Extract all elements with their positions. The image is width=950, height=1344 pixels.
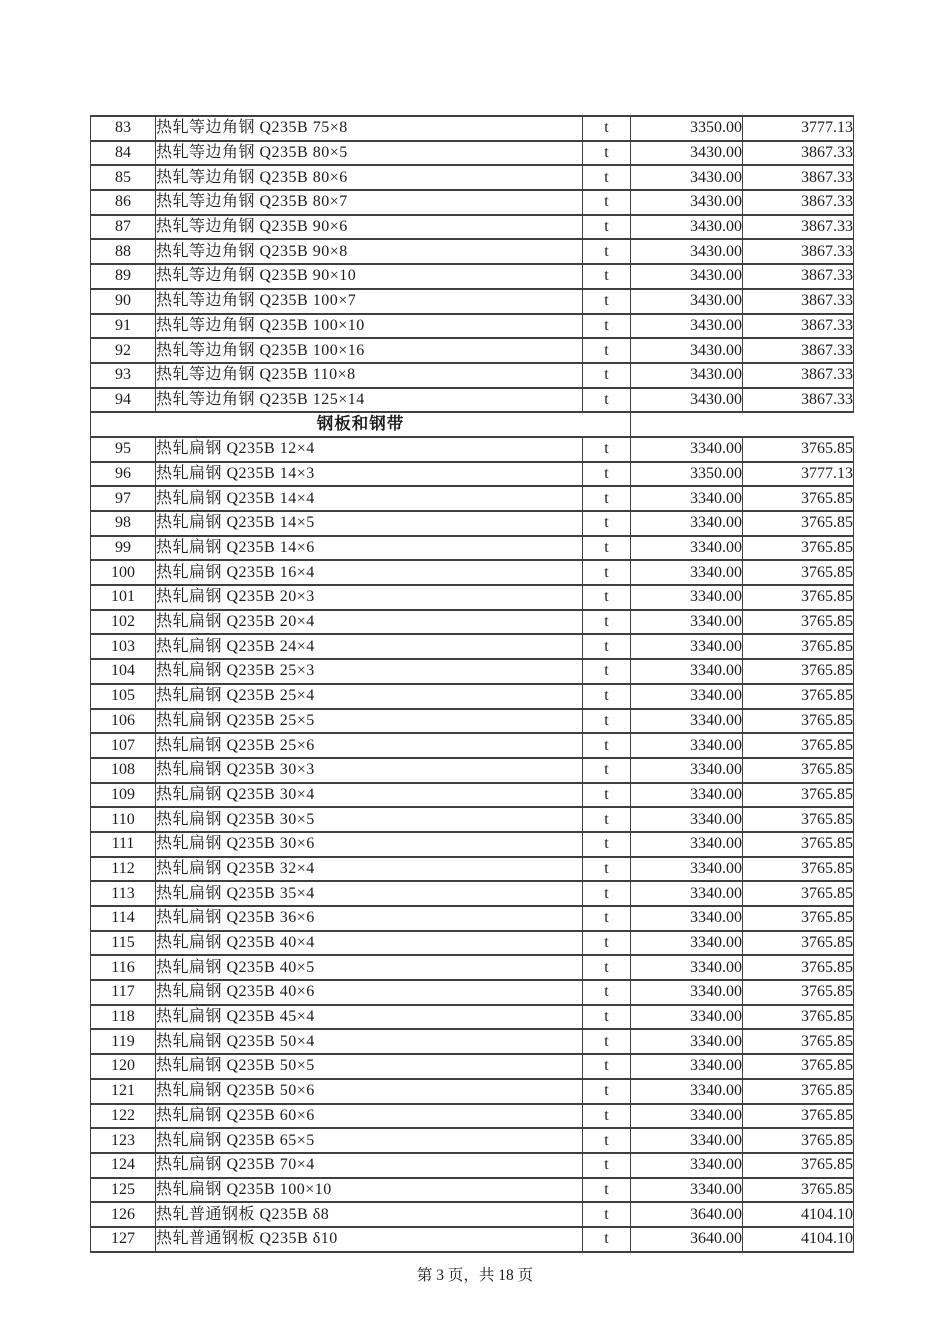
unit-cell: t [583,314,631,339]
table-row [91,1029,854,1054]
row-number-cell: 116 [91,955,156,980]
price-cell: 3340.00 [631,610,743,635]
table-row [91,1104,854,1129]
table-row [91,289,854,314]
unit-cell: t [583,1054,631,1079]
unit-cell: t [583,857,631,882]
table-row [91,388,854,413]
row-number-cell: 89 [91,264,156,289]
table-row [91,338,854,363]
row-number-cell: 120 [91,1054,156,1079]
item-name-cell: 热轧扁钢 Q235B 14×5 [156,511,583,536]
unit-cell: t [583,289,631,314]
item-name-cell: 热轧扁钢 Q235B 16×4 [156,560,583,585]
unit-cell: t [583,264,631,289]
unit-cell: t [583,363,631,388]
table-row [91,363,854,388]
price-cell: 3340.00 [631,783,743,808]
price-with-tax-cell: 3867.33 [743,264,854,289]
unit-cell: t [583,881,631,906]
page-number-footer: 第 3 页，共 18 页 [416,1267,534,1284]
table-row [91,314,854,339]
section-empty-cell [631,412,854,437]
price-cell: 3350.00 [631,116,743,141]
row-number-cell: 123 [91,1128,156,1153]
item-name-cell: 热轧扁钢 Q235B 50×5 [156,1054,583,1079]
row-number-cell: 95 [91,437,156,462]
table-row [91,931,854,956]
item-name-cell: 热轧等边角钢 Q235B 100×16 [156,338,583,363]
row-number-cell: 85 [91,165,156,190]
row-number-cell: 107 [91,733,156,758]
price-with-tax-cell: 3867.33 [743,388,854,413]
unit-cell: t [583,511,631,536]
price-cell: 3340.00 [631,536,743,561]
price-cell: 3340.00 [631,931,743,956]
item-name-cell: 热轧扁钢 Q235B 50×6 [156,1079,583,1104]
price-cell: 3430.00 [631,363,743,388]
row-number-cell: 86 [91,190,156,215]
unit-cell: t [583,141,631,166]
price-cell: 3340.00 [631,1054,743,1079]
unit-cell: t [583,1202,631,1227]
table-row [91,807,854,832]
price-cell: 3340.00 [631,659,743,684]
unit-cell: t [583,610,631,635]
price-with-tax-cell: 3765.85 [743,783,854,808]
table-row [91,141,854,166]
price-cell: 3430.00 [631,190,743,215]
unit-cell: t [583,733,631,758]
row-number-cell: 105 [91,684,156,709]
row-number-cell: 97 [91,486,156,511]
price-cell: 3340.00 [631,980,743,1005]
price-cell: 3340.00 [631,1005,743,1030]
table-row [91,560,854,585]
price-with-tax-cell: 4104.10 [743,1202,854,1227]
price-with-tax-cell: 3765.85 [743,610,854,635]
price-with-tax-cell: 3867.33 [743,215,854,240]
item-name-cell: 热轧扁钢 Q235B 36×6 [156,906,583,931]
item-name-cell: 热轧扁钢 Q235B 20×4 [156,610,583,635]
price-cell: 3340.00 [631,955,743,980]
row-number-cell: 121 [91,1079,156,1104]
item-name-cell: 热轧扁钢 Q235B 65×5 [156,1128,583,1153]
table-row [91,239,854,264]
unit-cell: t [583,165,631,190]
unit-cell: t [583,215,631,240]
item-name-cell: 热轧扁钢 Q235B 25×3 [156,659,583,684]
table-row [91,1153,854,1178]
unit-cell: t [583,585,631,610]
unit-cell: t [583,116,631,141]
price-with-tax-cell: 3765.85 [743,906,854,931]
row-number-cell: 109 [91,783,156,808]
unit-cell: t [583,1128,631,1153]
row-number-cell: 96 [91,462,156,487]
table-row [91,906,854,931]
price-with-tax-cell: 3867.33 [743,314,854,339]
item-name-cell: 热轧等边角钢 Q235B 90×6 [156,215,583,240]
unit-cell: t [583,560,631,585]
unit-cell: t [583,388,631,413]
price-with-tax-cell: 3765.85 [743,955,854,980]
table-row [91,634,854,659]
price-with-tax-cell: 3765.85 [743,857,854,882]
price-cell: 3340.00 [631,881,743,906]
price-cell: 3340.00 [631,1079,743,1104]
item-name-cell: 热轧扁钢 Q235B 35×4 [156,881,583,906]
price-with-tax-cell: 4104.10 [743,1227,854,1252]
item-name-cell: 热轧扁钢 Q235B 45×4 [156,1005,583,1030]
item-name-cell: 热轧等边角钢 Q235B 80×6 [156,165,583,190]
price-with-tax-cell: 3765.85 [743,486,854,511]
row-number-cell: 114 [91,906,156,931]
row-number-cell: 111 [91,832,156,857]
price-with-tax-cell: 3765.85 [743,1104,854,1129]
item-name-cell: 热轧普通钢板 Q235B δ8 [156,1202,583,1227]
item-name-cell: 热轧扁钢 Q235B 25×5 [156,709,583,734]
unit-cell: t [583,437,631,462]
price-with-tax-cell: 3765.85 [743,659,854,684]
price-with-tax-cell: 3765.85 [743,1029,854,1054]
price-cell: 3430.00 [631,314,743,339]
item-name-cell: 热轧等边角钢 Q235B 110×8 [156,363,583,388]
table-row [91,585,854,610]
row-number-cell: 125 [91,1178,156,1203]
table-row [91,980,854,1005]
price-with-tax-cell: 3765.85 [743,511,854,536]
price-cell: 3340.00 [631,1029,743,1054]
table-row [91,437,854,462]
row-number-cell: 115 [91,931,156,956]
table-row [91,610,854,635]
item-name-cell: 热轧等边角钢 Q235B 80×7 [156,190,583,215]
unit-cell: t [583,486,631,511]
unit-cell: t [583,783,631,808]
price-with-tax-cell: 3765.85 [743,585,854,610]
row-number-cell: 104 [91,659,156,684]
row-number-cell: 113 [91,881,156,906]
table-row [91,486,854,511]
item-name-cell: 热轧扁钢 Q235B 30×4 [156,783,583,808]
price-cell: 3340.00 [631,1128,743,1153]
item-name-cell: 热轧扁钢 Q235B 50×4 [156,1029,583,1054]
table-row [91,462,854,487]
price-with-tax-cell: 3765.85 [743,881,854,906]
price-cell: 3340.00 [631,807,743,832]
price-with-tax-cell: 3765.85 [743,560,854,585]
price-with-tax-cell: 3765.85 [743,634,854,659]
table-row [91,733,854,758]
unit-cell: t [583,980,631,1005]
unit-cell: t [583,1079,631,1104]
row-number-cell: 99 [91,536,156,561]
unit-cell: t [583,239,631,264]
item-name-cell: 热轧等边角钢 Q235B 125×14 [156,388,583,413]
unit-cell: t [583,190,631,215]
item-name-cell: 热轧扁钢 Q235B 25×4 [156,684,583,709]
row-number-cell: 94 [91,388,156,413]
unit-cell: t [583,1153,631,1178]
section-title-cell: 钢板和钢带 [91,412,631,437]
row-number-cell: 91 [91,314,156,339]
price-cell: 3340.00 [631,709,743,734]
price-with-tax-cell: 3765.85 [743,536,854,561]
price-with-tax-cell: 3765.85 [743,684,854,709]
price-cell: 3430.00 [631,338,743,363]
row-number-cell: 92 [91,338,156,363]
price-cell: 3430.00 [631,141,743,166]
table-body [91,116,854,1252]
row-number-cell: 126 [91,1202,156,1227]
item-name-cell: 热轧扁钢 Q235B 32×4 [156,857,583,882]
price-with-tax-cell: 3867.33 [743,338,854,363]
row-number-cell: 87 [91,215,156,240]
price-cell: 3340.00 [631,486,743,511]
table-row [91,684,854,709]
item-name-cell: 热轧扁钢 Q235B 30×3 [156,758,583,783]
item-name-cell: 热轧扁钢 Q235B 40×5 [156,955,583,980]
price-with-tax-cell: 3765.85 [743,832,854,857]
price-cell: 3340.00 [631,1153,743,1178]
unit-cell: t [583,338,631,363]
row-number-cell: 98 [91,511,156,536]
unit-cell: t [583,931,631,956]
unit-cell: t [583,807,631,832]
item-name-cell: 热轧扁钢 Q235B 20×3 [156,585,583,610]
price-cell: 3340.00 [631,585,743,610]
unit-cell: t [583,709,631,734]
item-name-cell: 热轧扁钢 Q235B 25×6 [156,733,583,758]
steel-price-table [90,115,854,1253]
unit-cell: t [583,1029,631,1054]
table-row [91,165,854,190]
unit-cell: t [583,684,631,709]
unit-cell: t [583,1104,631,1129]
price-with-tax-cell: 3765.85 [743,1079,854,1104]
row-number-cell: 100 [91,560,156,585]
price-cell: 3340.00 [631,634,743,659]
table-row [91,832,854,857]
price-cell: 3350.00 [631,462,743,487]
price-with-tax-cell: 3765.85 [743,1128,854,1153]
row-number-cell: 112 [91,857,156,882]
price-cell: 3430.00 [631,239,743,264]
item-name-cell: 热轧扁钢 Q235B 100×10 [156,1178,583,1203]
price-cell: 3340.00 [631,1104,743,1129]
price-with-tax-cell: 3777.13 [743,116,854,141]
price-with-tax-cell: 3867.33 [743,289,854,314]
table-row [91,536,854,561]
item-name-cell: 热轧扁钢 Q235B 12×4 [156,437,583,462]
price-with-tax-cell: 3777.13 [743,462,854,487]
unit-cell: t [583,1178,631,1203]
price-with-tax-cell: 3867.33 [743,239,854,264]
row-number-cell: 118 [91,1005,156,1030]
table-row [91,264,854,289]
item-name-cell: 热轧扁钢 Q235B 14×4 [156,486,583,511]
row-number-cell: 103 [91,634,156,659]
table-row [91,881,854,906]
unit-cell: t [583,634,631,659]
item-name-cell: 热轧等边角钢 Q235B 100×7 [156,289,583,314]
item-name-cell: 热轧扁钢 Q235B 30×6 [156,832,583,857]
price-with-tax-cell: 3765.85 [743,758,854,783]
price-cell: 3340.00 [631,684,743,709]
item-name-cell: 热轧等边角钢 Q235B 90×8 [156,239,583,264]
table-row [91,190,854,215]
price-with-tax-cell: 3867.33 [743,363,854,388]
unit-cell: t [583,906,631,931]
price-with-tax-cell: 3765.85 [743,1153,854,1178]
item-name-cell: 热轧等边角钢 Q235B 80×5 [156,141,583,166]
unit-cell: t [583,462,631,487]
price-cell: 3430.00 [631,215,743,240]
table-row [91,1227,854,1252]
price-cell: 3340.00 [631,906,743,931]
unit-cell: t [583,955,631,980]
price-cell: 3340.00 [631,511,743,536]
table-row [91,1178,854,1203]
row-number-cell: 88 [91,239,156,264]
table-row [91,659,854,684]
price-cell: 3340.00 [631,1178,743,1203]
item-name-cell: 热轧等边角钢 Q235B 75×8 [156,116,583,141]
row-number-cell: 124 [91,1153,156,1178]
price-with-tax-cell: 3765.85 [743,709,854,734]
row-number-cell: 110 [91,807,156,832]
item-name-cell: 热轧等边角钢 Q235B 90×10 [156,264,583,289]
price-with-tax-cell: 3867.33 [743,190,854,215]
price-cell: 3340.00 [631,857,743,882]
item-name-cell: 热轧扁钢 Q235B 40×4 [156,931,583,956]
item-name-cell: 热轧扁钢 Q235B 70×4 [156,1153,583,1178]
table-row [91,955,854,980]
table-row [91,709,854,734]
price-with-tax-cell: 3765.85 [743,733,854,758]
price-cell: 3640.00 [631,1202,743,1227]
price-with-tax-cell: 3765.85 [743,980,854,1005]
item-name-cell: 热轧普通钢板 Q235B δ10 [156,1227,583,1252]
price-cell: 3430.00 [631,289,743,314]
table-row [91,783,854,808]
row-number-cell: 102 [91,610,156,635]
price-with-tax-cell: 3867.33 [743,165,854,190]
table-row [91,1202,854,1227]
item-name-cell: 热轧扁钢 Q235B 14×6 [156,536,583,561]
price-cell: 3640.00 [631,1227,743,1252]
item-name-cell: 热轧扁钢 Q235B 60×6 [156,1104,583,1129]
row-number-cell: 93 [91,363,156,388]
unit-cell: t [583,536,631,561]
price-with-tax-cell: 3765.85 [743,931,854,956]
price-cell: 3430.00 [631,388,743,413]
table-row [91,758,854,783]
row-number-cell: 83 [91,116,156,141]
unit-cell: t [583,832,631,857]
row-number-cell: 101 [91,585,156,610]
price-with-tax-cell: 3765.85 [743,437,854,462]
price-cell: 3340.00 [631,733,743,758]
table-row [91,116,854,141]
price-cell: 3430.00 [631,264,743,289]
row-number-cell: 119 [91,1029,156,1054]
price-with-tax-cell: 3765.85 [743,1054,854,1079]
table-row [91,215,854,240]
price-cell: 3340.00 [631,560,743,585]
price-with-tax-cell: 3765.85 [743,1178,854,1203]
unit-cell: t [583,1005,631,1030]
price-with-tax-cell: 3867.33 [743,141,854,166]
table-row [91,1079,854,1104]
row-number-cell: 127 [91,1227,156,1252]
row-number-cell: 90 [91,289,156,314]
row-number-cell: 122 [91,1104,156,1129]
table-row [91,857,854,882]
unit-cell: t [583,758,631,783]
table-row [91,1128,854,1153]
section-header-row [91,412,854,437]
row-number-cell: 117 [91,980,156,1005]
table-row [91,1054,854,1079]
table-row [91,511,854,536]
item-name-cell: 热轧扁钢 Q235B 24×4 [156,634,583,659]
unit-cell: t [583,1227,631,1252]
unit-cell: t [583,659,631,684]
price-cell: 3340.00 [631,758,743,783]
price-with-tax-cell: 3765.85 [743,807,854,832]
price-with-tax-cell: 3765.85 [743,1005,854,1030]
item-name-cell: 热轧扁钢 Q235B 30×5 [156,807,583,832]
row-number-cell: 106 [91,709,156,734]
price-cell: 3340.00 [631,437,743,462]
item-name-cell: 热轧等边角钢 Q235B 100×10 [156,314,583,339]
price-cell: 3340.00 [631,832,743,857]
price-cell: 3430.00 [631,165,743,190]
table-row [91,1005,854,1030]
row-number-cell: 108 [91,758,156,783]
item-name-cell: 热轧扁钢 Q235B 14×3 [156,462,583,487]
item-name-cell: 热轧扁钢 Q235B 40×6 [156,980,583,1005]
row-number-cell: 84 [91,141,156,166]
